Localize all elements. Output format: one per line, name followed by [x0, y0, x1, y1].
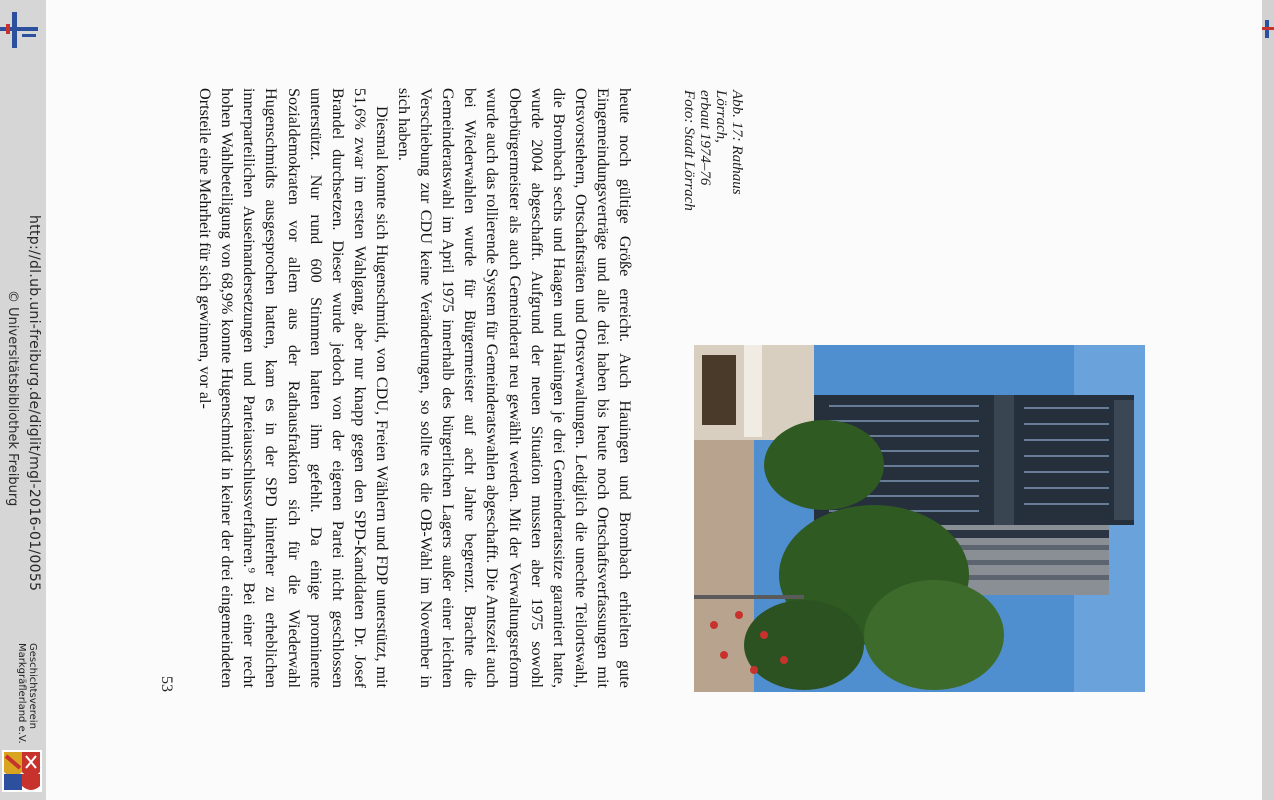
publisher-line-1: Geschichtsverein — [27, 643, 38, 729]
publisher-line-2: Markgräflerland e.V. — [16, 643, 27, 744]
registration-mark-right-icon — [1262, 18, 1274, 42]
scanner-margin-right — [1262, 0, 1274, 800]
footer-copyright: © Universitätsbibliothek Freiburg — [5, 290, 20, 507]
footer-url: http://dl.ub.uni-freiburg.de/diglit/mgl-2016-01/0055 — [26, 215, 42, 592]
page-number: 53 — [158, 676, 175, 692]
caption-line-1: Abb. 17: Rathaus Lörrach, — [713, 90, 745, 195]
town-hall-photo — [694, 345, 1145, 692]
body-text — [196, 88, 636, 688]
figure-caption — [681, 90, 745, 250]
body-paragraph-1: heute noch gültige Größe erreicht. Auch Hauingen und Brombach erhielten gute Eingemeindungsverträge und alle drei haben bis heute noch Ortschaftsverfassungen mit Ortsvorstehern, Ortschaftsräten und Ortsverwaltungen. Lediglich die unechte Teilortswahl, die Brombach sechs und Haagen und Hauingen je drei Gemeinderatssitze garantiert hatte, wurde 2004 abgeschafft. Aufgrund der neuen Situation mussten aber 1975 sowohl Oberbürgermeister als auch Gemeinderat neu gewählt werden. Mit der Verwaltungsreform wurde auch das rollierende System für Gemeinderatswahlen abgeschafft. Die Amtszeit auch bei Wiederwahlen wurde für Bürgermeister auf acht Jahre begrenzt. Brachte die Gemeinderatswahl im April 1975 innerhalb des bürgerlichen Lagers außer einer leichten Verschiebung zur CDU keine Veränderungen, so sollte es die OB-Wahl im November in sich haben. — [395, 88, 634, 688]
caption-line-2: erbaut 1974–76 — [697, 90, 713, 186]
registration-mark-icon — [0, 10, 40, 50]
coat-of-arms-icon — [2, 750, 42, 792]
publisher-name — [16, 643, 38, 744]
body-paragraph-2: Diesmal konnte sich Hugenschmidt, von CDU, Freien Wählern und FDP unterstützt, mit 51,6% zwar im ersten Wahlgang, aber nur knapp gegen den SPD-Kandidaten Dr. Josef Brandel durchsetzen. Dieser wurde jedoch von der eigenen Partei nicht geschlossen unterstützt. Nur rund 600 Stimmen hatten ihm gefehlt. Da einige prominente Sozialdemokraten vor allem aus der Rathausfraktion sich für die Wiederwahl Hugenschmidts ausgesprochen hatten, kam es in der SPD hinterher zu erheblichen innerparteilichen Auseinandersetzungen und Parteiausschlussverfahren.⁹ Bei einer recht hohen Wahlbeteiligung von 68,9% konnte Hugenschmidt in keiner der drei eingemeindeten Ortsteile eine Mehrheit für sich gewinnen, vor al- — [196, 88, 391, 688]
caption-line-3: Foto: Stadt Lörrach — [681, 90, 697, 211]
